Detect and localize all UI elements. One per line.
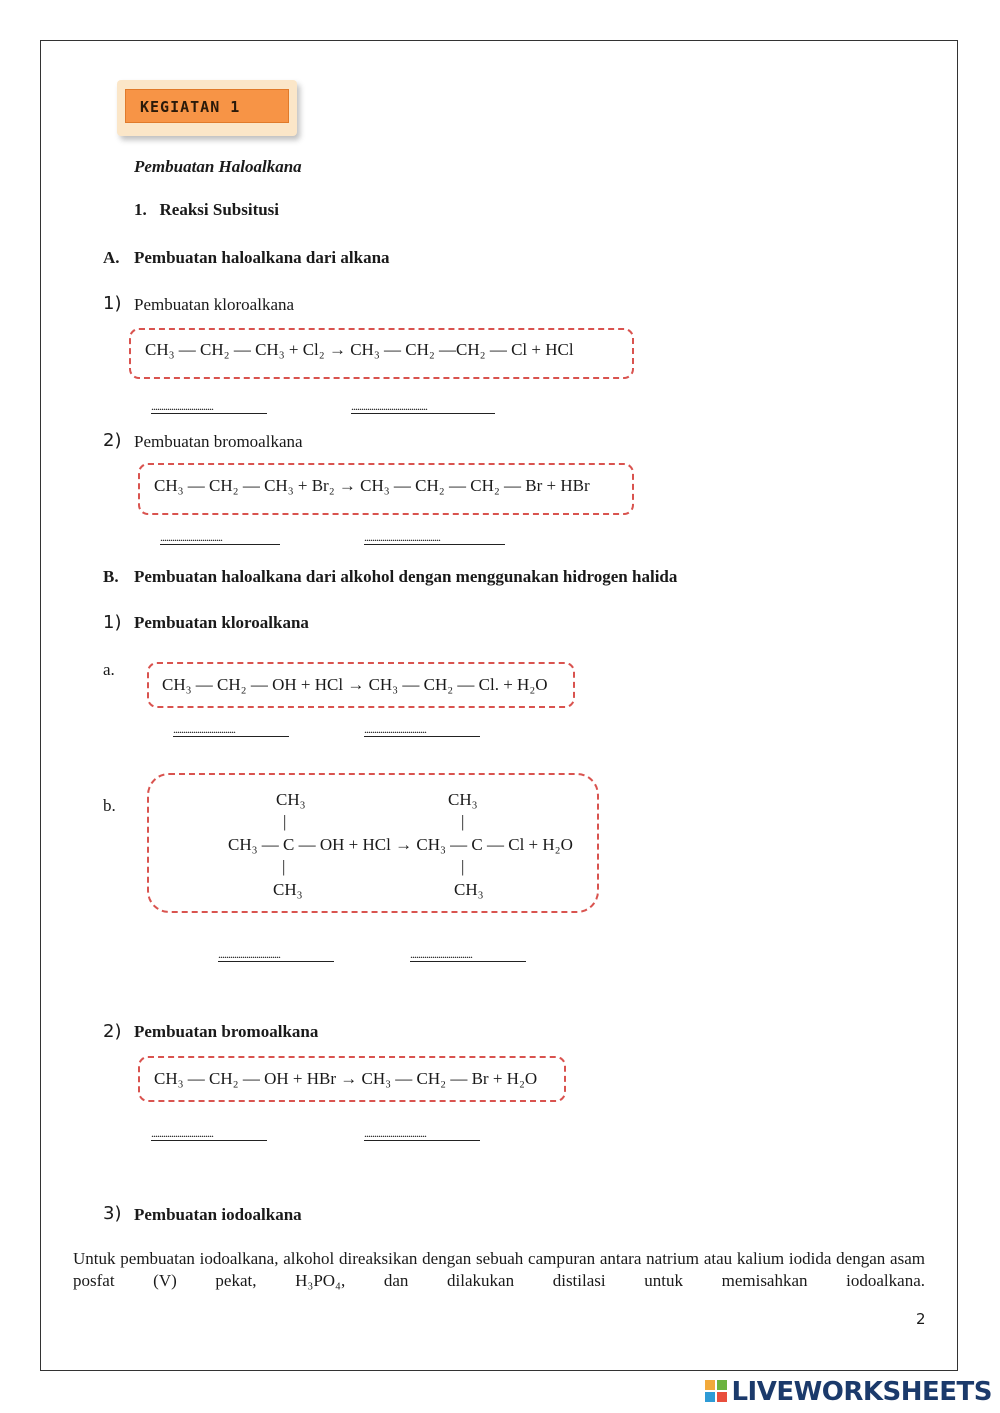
b1-a-blank-1[interactable]: ...............................	[173, 724, 289, 737]
b1-b-top-right: CH₃	[448, 790, 478, 809]
subtitle: Pembuatan Haloalkana	[134, 157, 302, 176]
b1-b-blank-1[interactable]: ...............................	[218, 949, 334, 962]
a2-equation: CH₃ — CH₂ — CH₃ + Br₂ → CH₃ — CH₂ — CH₂ — Br + HBr	[154, 476, 590, 495]
b1-b-bottom-left: CH₃	[273, 880, 303, 899]
activity-title: KEGIATAN 1	[125, 89, 289, 123]
brand-name: LIVEWORKSHEETS	[731, 1377, 992, 1407]
a2-blank-1[interactable]: ...............................	[160, 532, 280, 545]
section-1-heading: 1. Reaksi Subsitusi	[134, 200, 280, 219]
b1-b-bond-top-right: |	[461, 812, 465, 831]
activity-title-banner	[117, 80, 297, 136]
iodoalkana-paragraph: Untuk pembuatan iodoalkana, alkohol direaksikan dengan sebuah campuran antara natrium atau kalium iodida dengan asam posfat (V) pekat, H₃PO₄, dan dilakukan distilasi untuk memisahkan iodoalkana.	[73, 1249, 925, 1290]
b3-number: 3)	[103, 1203, 122, 1224]
b1-label: Pembuatan kloroalkana	[134, 613, 309, 632]
a1-blank-1[interactable]: ...............................	[151, 401, 267, 414]
b2-number: 2)	[103, 1021, 122, 1042]
b1-b-top-left: CH₃	[276, 790, 306, 809]
b1-b-bond-bottom-left: |	[282, 857, 286, 876]
b1-a-blank-2[interactable]: ...............................	[364, 724, 480, 737]
b1-a-label: a.	[103, 660, 115, 679]
b2-blank-2[interactable]: ...............................	[364, 1128, 480, 1141]
b1-b-label: b.	[103, 796, 116, 815]
section-a-title: Pembuatan haloalkana dari alkana	[134, 248, 390, 267]
b1-a-equation: CH₃ — CH₂ — OH + HCl → CH₃ — CH₂ — Cl. + H₂O	[162, 675, 548, 694]
section-a-letter: A.	[103, 248, 120, 267]
b1-number: 1)	[103, 612, 122, 633]
a2-blank-2[interactable]: ......................................	[364, 532, 505, 545]
a2-label: Pembuatan bromoalkana	[134, 432, 303, 451]
b1-b-blank-2[interactable]: ...............................	[410, 949, 526, 962]
b1-b-bond-bottom-right: |	[461, 857, 465, 876]
liveworksheets-logo-icon	[705, 1380, 727, 1402]
section-b-title: Pembuatan haloalkana dari alkohol dengan menggunakan hidrogen halida	[134, 567, 678, 586]
b1-b-bond-top-left: |	[283, 812, 287, 831]
b3-label: Pembuatan iodoalkana	[134, 1205, 302, 1224]
b2-blank-1[interactable]: ...............................	[151, 1128, 267, 1141]
b1-b-main-equation: CH₃ — C — OH + HCl → CH₃ — C — Cl + H₂O	[228, 835, 573, 854]
section-b-letter: B.	[103, 567, 119, 586]
a1-blank-2[interactable]: ......................................	[351, 401, 495, 414]
brand-logo	[705, 1377, 992, 1407]
a1-number: 1)	[103, 293, 122, 314]
b1-b-bottom-right: CH₃	[454, 880, 484, 899]
b2-equation: CH₃ — CH₂ — OH + HBr → CH₃ — CH₂ — Br + H₂O	[154, 1069, 538, 1088]
a2-number: 2)	[103, 430, 122, 451]
b2-label: Pembuatan bromoalkana	[134, 1022, 319, 1041]
page-number: 2	[916, 1310, 926, 1328]
a1-label: Pembuatan kloroalkana	[134, 295, 295, 314]
a1-equation: CH₃ — CH₂ — CH₃ + Cl₂ → CH₃ — CH₂ —CH₂ — Cl + HCl	[145, 340, 574, 359]
